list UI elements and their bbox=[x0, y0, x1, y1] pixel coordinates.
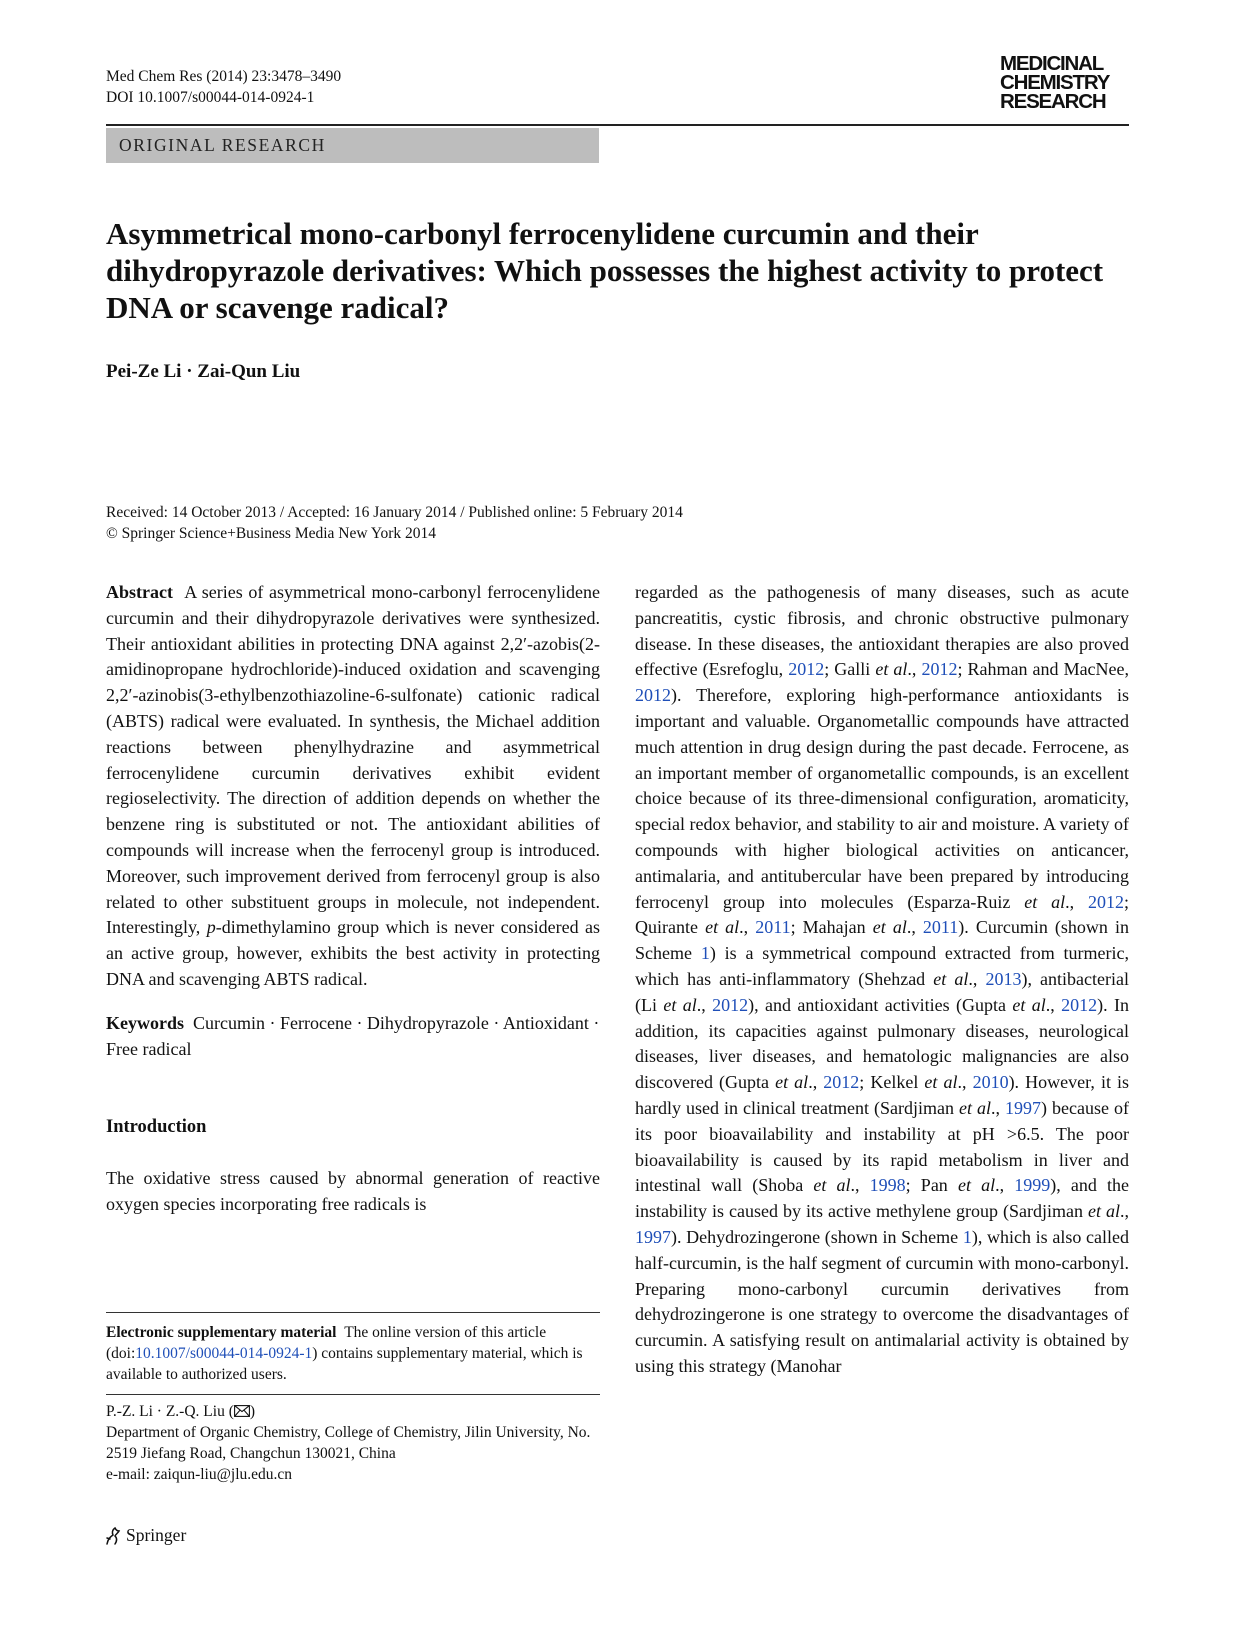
body-text: ) because of its poor bioavailability and instability at pH >6.5. The poor bioavailability is caused by its rapid metabolism in liver and intestinal wall (Shoba bbox=[635, 1097, 1129, 1196]
body-text: ). Curcumin (shown in Scheme bbox=[635, 917, 1130, 964]
et-al: et al bbox=[933, 968, 969, 989]
body-text: ., bbox=[1065, 891, 1075, 912]
citation-link[interactable]: 2011 bbox=[922, 917, 959, 938]
journal-citation: Med Chem Res (2014) 23:3478–3490 bbox=[106, 68, 342, 85]
left-column bbox=[106, 580, 600, 1218]
scheme-link[interactable]: 1 bbox=[700, 943, 710, 964]
body-text: ; Galli bbox=[824, 659, 871, 680]
citation-link[interactable]: 2012 bbox=[823, 1072, 860, 1093]
footnote-rule bbox=[106, 1312, 600, 1313]
journal-logo bbox=[1000, 54, 1128, 111]
body-text: ; Quirante bbox=[635, 891, 1130, 938]
esm-doi-link[interactable]: 10.1007/s00044-014-0924-1 bbox=[135, 1345, 313, 1362]
body-text: ; Rahman and MacNee, bbox=[957, 659, 1130, 680]
citation-link[interactable]: 2012 bbox=[921, 659, 958, 680]
journal-logo-line: RESEARCH bbox=[1000, 90, 1106, 113]
article-doi: DOI 10.1007/s00044-014-0924-1 bbox=[106, 89, 315, 106]
et-al: et al bbox=[775, 1072, 809, 1093]
body-text: ., bbox=[739, 917, 749, 938]
keywords bbox=[106, 1011, 600, 1063]
body-text: ), and the instability is caused by its active methylene group (Sardjiman bbox=[635, 1175, 1129, 1222]
body-text: ., bbox=[808, 1072, 818, 1093]
body-text: ., bbox=[968, 968, 978, 989]
section-label: ORIGINAL RESEARCH bbox=[106, 128, 599, 163]
citation-link[interactable]: 2013 bbox=[985, 968, 1022, 989]
body-text: ., bbox=[1120, 1201, 1130, 1222]
publisher-name: Springer bbox=[126, 1525, 187, 1545]
header-meta bbox=[106, 66, 341, 108]
body-text: ), and antioxidant activities (Gupta bbox=[748, 994, 1007, 1015]
citation-link[interactable]: 2011 bbox=[755, 917, 791, 938]
abstract bbox=[106, 580, 600, 993]
contact-email: e-mail: zaiqun-liu@jlu.edu.cn bbox=[106, 1466, 293, 1483]
abstract-text-end: -dimethylamino group which is never considered as an active group, however, exhibits the best activity in protecting DNA and scavenging ABTS radical. bbox=[106, 917, 601, 989]
citation-link[interactable]: 1998 bbox=[869, 1175, 906, 1196]
body-text: ., bbox=[995, 1175, 1005, 1196]
citation-link[interactable]: 2012 bbox=[1061, 994, 1098, 1015]
right-column bbox=[635, 580, 1129, 1380]
et-al: et al bbox=[705, 917, 740, 938]
et-al: et al bbox=[1012, 994, 1046, 1015]
department-address: Department of Organic Chemistry, College of Chemistry, Jilin University, No. 2519 Jiefang Road, Changchun 130021, China bbox=[106, 1424, 591, 1462]
author-affiliation bbox=[106, 1401, 600, 1485]
body-text: ; Pan bbox=[905, 1175, 948, 1196]
citation-link[interactable]: 1999 bbox=[1014, 1175, 1051, 1196]
citation-link[interactable]: 2012 bbox=[712, 994, 749, 1015]
et-al: et al bbox=[813, 1175, 851, 1196]
body-text: ., bbox=[696, 994, 706, 1015]
esm-text: The online version of this article (doi: bbox=[106, 1324, 547, 1362]
abstract-label: Abstract bbox=[106, 582, 173, 602]
article-title: Asymmetrical mono-carbonyl ferrocenylidene curcumin and their dihydropyrazole derivatives: Which possesses the highest activity to protect DNA or scavenge radical? bbox=[106, 216, 1104, 325]
body-text: regarded as the pathogenesis of many diseases, such as acute pancreatitis, cystic fibrosis, and chronic obstructive pulmonary disease. In these diseases, the antioxidant therapies are also proved effective (Esrefoglu, bbox=[635, 582, 1129, 680]
article-authors: Pei-Ze Li · Zai-Qun Liu bbox=[106, 361, 301, 382]
article-copyright: © Springer Science+Business Media New York 2014 bbox=[106, 525, 437, 542]
body-text: ). Dehydrozingerone (shown in Scheme bbox=[671, 1226, 959, 1247]
body-text: ; Mahajan bbox=[790, 917, 866, 938]
abstract-italic-term: p bbox=[206, 917, 216, 938]
et-al: et al bbox=[957, 1175, 996, 1196]
et-al: et al bbox=[872, 917, 907, 938]
scheme-link[interactable]: 1 bbox=[962, 1226, 972, 1247]
et-al: et al bbox=[1088, 1201, 1121, 1222]
body-text: ., bbox=[850, 1175, 860, 1196]
abstract-text: A series of asymmetrical mono-carbonyl ferrocenylidene curcumin and their dihydropyrazole derivatives were synthesized. Their antioxidant abilities in protecting DNA against 2,2′-azobis(2-amidinopropane hydrochloride)-induced oxidation and scavenging 2,2′-azinobis(3-ethylbenzothiazoline-6-sulfonate) cationic radical (ABTS) radical were evaluated. In synthesis, the Michael addition reactions between phenylhydrazine and asymmetrical ferrocenylidene curcumin derivatives exhibit evident regioselectivity. The direction of addition depends on whether the benzene ring is substituted or not. The antioxidant abilities of compounds will increase when the ferrocenyl group is introduced. Moreover, such improvement derived from ferrocenyl group is also related to other substituent groups in molecule, not independent. Interestingly, bbox=[106, 582, 601, 938]
citation-link[interactable]: 2012 bbox=[788, 659, 825, 680]
keywords-text: Curcumin · Ferrocene · Dihydropyrazole · Antioxidant · Free radical bbox=[106, 1012, 600, 1059]
citation-link[interactable]: 2010 bbox=[972, 1072, 1009, 1093]
body-text: ., bbox=[1045, 994, 1055, 1015]
article-dates: Received: 14 October 2013 / Accepted: 16 January 2014 / Published online: 5 February 2014 bbox=[106, 504, 683, 521]
footnote-rule bbox=[106, 1394, 600, 1395]
body-text: ), antibacterial (Li bbox=[635, 968, 1129, 1015]
citation-link[interactable]: 2012 bbox=[635, 685, 671, 706]
keywords-label: Keywords bbox=[106, 1012, 184, 1033]
body-text: ., bbox=[991, 1097, 1000, 1118]
publisher-logo bbox=[104, 1525, 186, 1546]
journal-logo-line: CHEMISTRY bbox=[1000, 71, 1110, 94]
corresponding-authors-text: ) bbox=[249, 1403, 256, 1420]
esm-label: Electronic supplementary material bbox=[106, 1324, 337, 1341]
body-text: ., bbox=[907, 659, 917, 680]
journal-logo-line: MEDICINAL bbox=[1000, 52, 1104, 75]
corresponding-authors bbox=[106, 1401, 600, 1422]
citation-link[interactable]: 1997 bbox=[635, 1226, 671, 1247]
springer-horse-icon bbox=[104, 1526, 122, 1546]
corresponding-authors-text: P.-Z. Li · Z.-Q. Liu ( bbox=[106, 1403, 234, 1420]
esm-text: ) contains supplementary material, which is available to authorized users. bbox=[106, 1345, 583, 1383]
body-text: ), which is also called half-curcumin, is the half segment of curcumin with mono-carbonyl. Preparing mono-carbonyl curcumin derivatives from dehydrozingerone is one strategy to overcome the disadvantages of curcumin. A satisfying result on antimalarial activity is obtained by using this strategy (Manohar bbox=[635, 1226, 1129, 1376]
et-al: et al bbox=[958, 1097, 991, 1118]
et-al: et al bbox=[875, 659, 908, 680]
body-text: ) is a symmetrical compound extracted from turmeric, which has anti-inflammatory (Shehzad bbox=[635, 943, 1130, 989]
introduction-text-left: The oxidative stress caused by abnormal generation of reactive oxygen species incorporating free radicals is bbox=[106, 1168, 600, 1214]
citation-link[interactable]: 2012 bbox=[1088, 891, 1124, 912]
body-text: ). However, it is hardly used in clinical treatment (Sardjiman bbox=[635, 1072, 1130, 1118]
introduction-heading: Introduction bbox=[106, 1117, 207, 1138]
supplementary-note bbox=[106, 1322, 600, 1385]
body-text: ). In addition, its capacities against pulmonary diseases, neurological diseases, liver diseases, and hematologic malignancies are also discovered (Gupta bbox=[635, 994, 1130, 1093]
body-text: ., bbox=[957, 1072, 967, 1093]
body-text: ). Therefore, exploring high-performance antioxidants is important and valuable. Organometallic compounds have attracted much attention in drug design during the past decade. Ferrocene, as an important member of organometallic compounds, is an excellent choice because of its three-dimensional configuration, aromaticity, special redox behavior, and stability to air and moisture. A variety of compounds with higher biological activities on anticancer, antimalaria, and antitubercular have been prepared by introducing ferrocenyl group into molecules (Esparza-Ruiz bbox=[635, 685, 1129, 912]
body-text: ., bbox=[906, 917, 916, 938]
article-history bbox=[106, 502, 1106, 544]
envelope-icon bbox=[234, 1405, 250, 1417]
citation-link[interactable]: 1997 bbox=[1005, 1097, 1042, 1118]
introduction-text-right bbox=[635, 580, 1129, 1380]
et-al: et al bbox=[663, 994, 697, 1015]
body-text: ; Kelkel bbox=[859, 1072, 919, 1093]
et-al: et al bbox=[1024, 891, 1066, 912]
et-al: et al bbox=[924, 1072, 958, 1093]
header-rule bbox=[106, 124, 1129, 126]
